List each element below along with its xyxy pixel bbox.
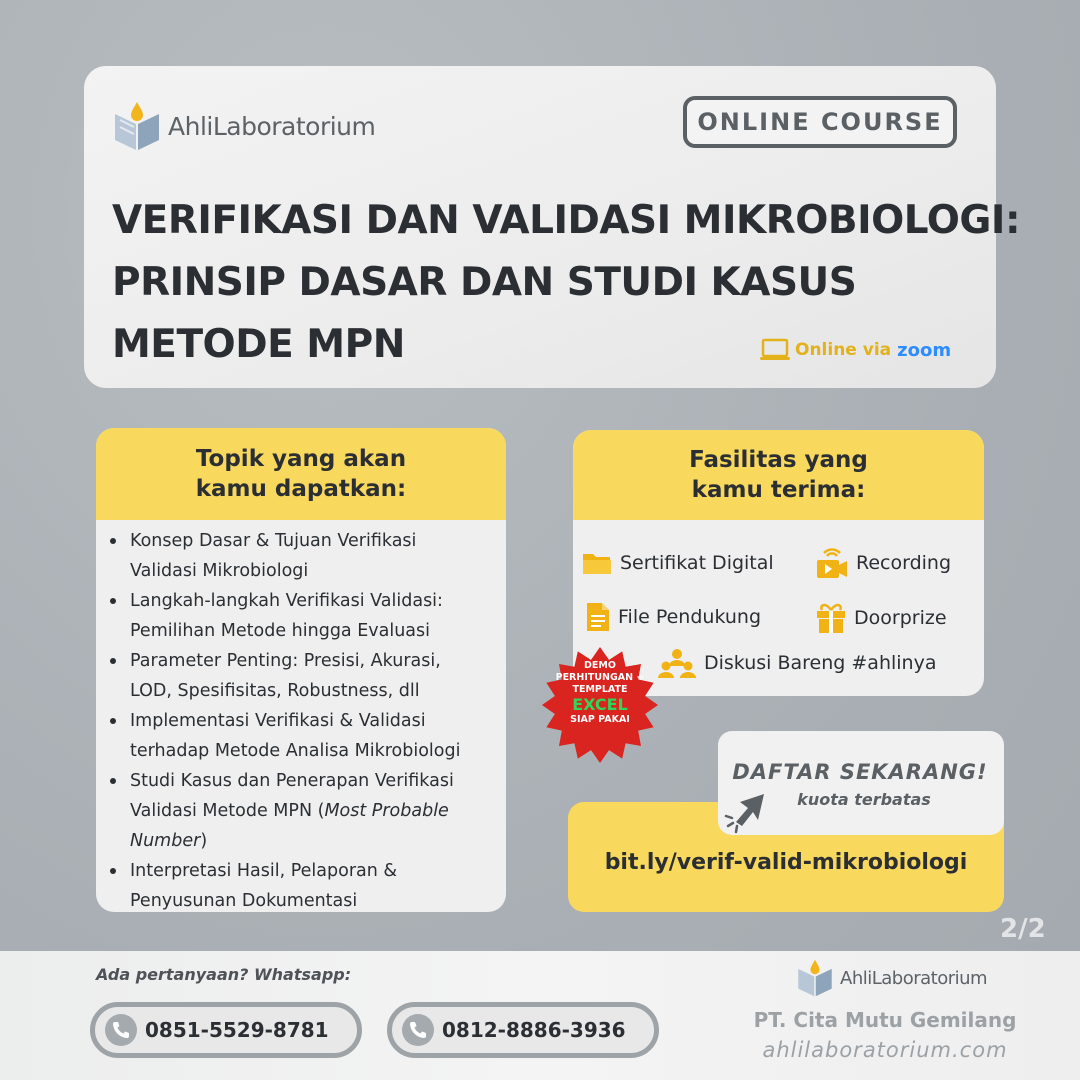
list-item: Interpretasi Hasil, Pelaporan & Penyusunan Dokumentasi — [108, 856, 496, 912]
footer-brand-name: AhliLaboratorium — [840, 967, 988, 989]
list-item: Konsep Dasar & Tujuan Verifikasi Validasi Mikrobiologi — [108, 526, 496, 586]
whatsapp-question: Ada pertanyaan? Whatsapp: — [96, 965, 352, 984]
register-subtitle: kuota terbatas — [797, 790, 931, 809]
brand-logo — [112, 100, 375, 152]
title-line-1: VERIFIKASI DAN VALIDASI MIKROBIOLOGI: — [112, 198, 1021, 243]
facility-doorprize: Doorprize — [816, 602, 947, 634]
footer-brand-logo — [796, 958, 987, 998]
cursor-click-icon — [722, 790, 768, 836]
mode-label: Online via — [795, 340, 892, 360]
topics-card — [96, 428, 506, 912]
zoom-logo: zoom — [897, 339, 952, 361]
whatsapp-phone-2[interactable]: 0812-8886-3936 — [387, 1002, 659, 1058]
whatsapp-phone-1[interactable]: 0851-5529-8781 — [90, 1002, 362, 1058]
title-line-3: METODE MPN — [112, 322, 405, 367]
facility-files: File Pendukung — [586, 602, 761, 632]
topics-list — [96, 520, 506, 912]
list-item: Implementasi Verifikasi & Validasi terhadap Metode Analisa Mikrobiologi — [108, 706, 496, 766]
online-via-zoom — [759, 338, 951, 362]
list-item: Studi Kasus dan Penerapan Verifikasi Validasi Metode MPN (Most Probable Number) — [108, 766, 496, 856]
gift-icon — [816, 602, 846, 634]
document-icon — [586, 602, 610, 632]
page-indicator: 2/2 — [1000, 914, 1046, 944]
facility-recording: Recording — [816, 546, 951, 580]
logo-book-icon — [796, 958, 834, 998]
list-item: Langkah-langkah Verifikasi Validasi: Pemilihan Metode hingga Evaluasi — [108, 586, 496, 646]
group-discussion-icon — [658, 648, 696, 678]
facilities-heading: Fasilitas yang kamu terima: — [573, 430, 984, 520]
title-line-2: PRINSIP DASAR DAN STUDI KASUS — [112, 260, 857, 305]
facility-discussion: Diskusi Bareng #ahlinya — [658, 648, 936, 678]
company-name: PT. Cita Mutu Gemilang — [753, 1008, 1017, 1032]
list-item: Parameter Penting: Presisi, Akurasi, LOD, Spesifisitas, Robustness, dll — [108, 646, 496, 706]
brand-name: AhliLaboratorium — [168, 111, 376, 141]
promo-burst-text: DEMO PERHITUNGAN + TEMPLATE EXCEL SIAP PAKAI — [555, 660, 645, 725]
register-title: DAFTAR SEKARANG! — [732, 760, 988, 784]
registration-link[interactable]: bit.ly/verif-valid-mikrobiologi — [604, 850, 968, 875]
facility-certificate: Sertifikat Digital — [582, 550, 774, 576]
online-course-badge: ONLINE COURSE — [683, 96, 957, 148]
topics-heading: Topik yang akan kamu dapatkan: — [96, 428, 506, 520]
video-recording-icon — [816, 546, 848, 580]
phone-icon — [105, 1014, 137, 1046]
laptop-icon — [759, 338, 791, 362]
logo-book-icon — [112, 100, 162, 152]
folder-icon — [582, 550, 612, 576]
phone-icon — [402, 1014, 434, 1046]
website[interactable]: ahlilaboratorium.com — [762, 1038, 1008, 1062]
